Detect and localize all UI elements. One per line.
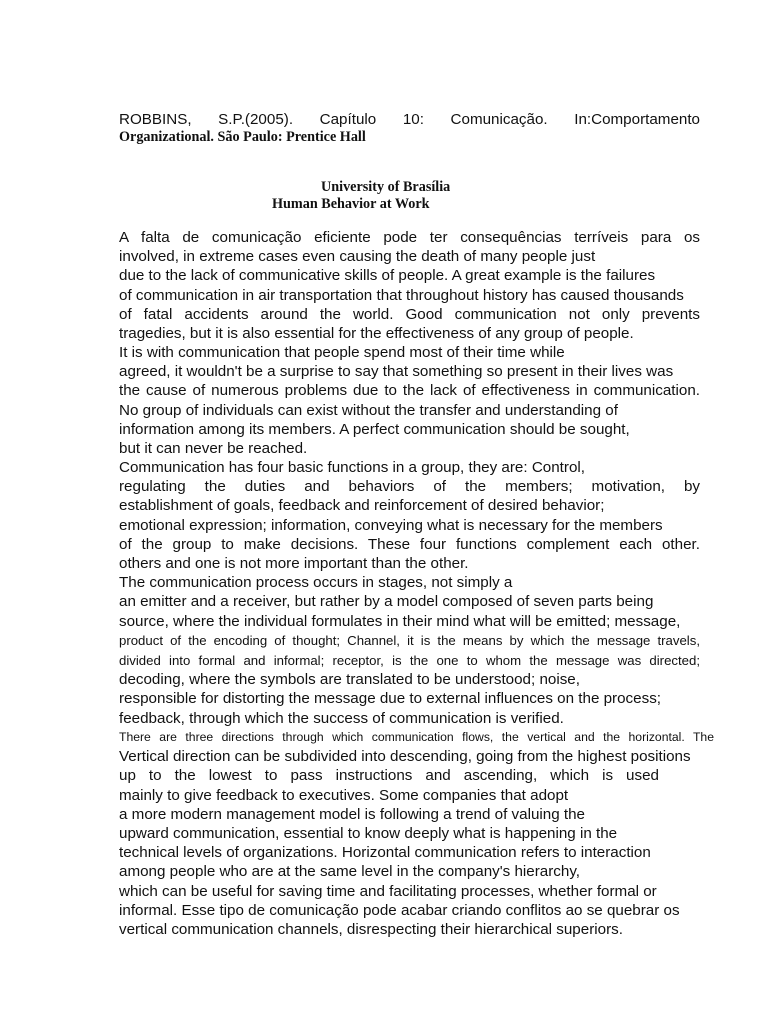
body-line: emotional expression; information, conveying what is necessary for the members <box>119 517 663 534</box>
body-line: There are three directions through which communication flows, the vertical and the horizontal. The <box>119 730 714 744</box>
body-line: regulating the duties and behaviors of the members; motivation, by <box>119 478 700 495</box>
citation-line-2: Organizational. São Paulo: Prentice Hall <box>119 129 366 145</box>
body-line: It is with communication that people spend most of their time while <box>119 344 565 361</box>
body-line: technical levels of organizations. Horizontal communication refers to interaction <box>119 844 651 861</box>
course-title: Human Behavior at Work <box>272 196 430 212</box>
citation-line-1: ROBBINS, S.P.(2005). Capítulo 10: Comunicação. In:Comportamento <box>119 111 700 128</box>
body-line: others and one is not more important than the other. <box>119 555 469 572</box>
body-line: No group of individuals can exist without the transfer and understanding of <box>119 402 618 419</box>
body-line: decoding, where the symbols are translated to be understood; noise, <box>119 671 580 688</box>
body-line: tragedies, but it is also essential for the effectiveness of any group of people. <box>119 325 634 342</box>
body-line: vertical communication channels, disrespecting their hierarchical superiors. <box>119 921 623 938</box>
body-line: The communication process occurs in stages, not simply a <box>119 574 513 591</box>
body-line: of communication in air transportation that throughout history has caused thousands <box>119 287 684 304</box>
body-line: mainly to give feedback to executives. Some companies that adopt <box>119 787 569 804</box>
body-line: feedback, through which the success of communication is verified. <box>119 710 564 727</box>
body-line: the cause of numerous problems due to the lack of effectiveness in communication. <box>119 382 700 399</box>
body-line: establishment of goals, feedback and reinforcement of desired behavior; <box>119 497 605 514</box>
body-line: responsible for distorting the message due to external influences on the process; <box>119 690 662 707</box>
body-line: among people who are at the same level in the company's hierarchy, <box>119 863 581 880</box>
university-title: University of Brasília <box>321 179 451 195</box>
body-line: informal. Esse tipo de comunicação pode acabar criando conflitos ao se quebrar os <box>119 902 680 919</box>
body-line: upward communication, essential to know deeply what is happening in the <box>119 825 618 842</box>
body-line: information among its members. A perfect communication should be sought, <box>119 421 630 438</box>
body-line: up to the lowest to pass instructions and ascending, which is used <box>119 767 659 784</box>
body-line: but it can never be reached. <box>119 440 308 457</box>
body-line: divided into formal and informal; receptor, is the one to whom the message was directed; <box>119 653 700 668</box>
body-line: due to the lack of communicative skills of people. A great example is the failures <box>119 267 656 284</box>
body-line: an emitter and a receiver, but rather by a model composed of seven parts being <box>119 593 654 610</box>
body-line: source, where the individual formulates in their mind what will be emitted; message, <box>119 613 681 630</box>
body-line: Communication has four basic functions in a group, they are: Control, <box>119 459 585 476</box>
body-line: of the group to make decisions. These four functions complement each other. <box>119 536 700 553</box>
body-line: of fatal accidents around the world. Good communication not only prevents <box>119 306 700 323</box>
body-line: a more modern management model is following a trend of valuing the <box>119 806 586 823</box>
body-line: involved, in extreme cases even causing the death of many people just <box>119 248 596 265</box>
body-line: Vertical direction can be subdivided into descending, going from the highest positions <box>119 748 691 765</box>
body-line: which can be useful for saving time and facilitating processes, whether formal or <box>119 883 657 900</box>
body-line: product of the encoding of thought; Channel, it is the means by which the message travels, <box>119 633 700 648</box>
body-line: A falta de comunicação eficiente pode ter consequências terríveis para os <box>119 229 700 246</box>
body-line: agreed, it wouldn't be a surprise to say that something so present in their lives was <box>119 363 674 380</box>
